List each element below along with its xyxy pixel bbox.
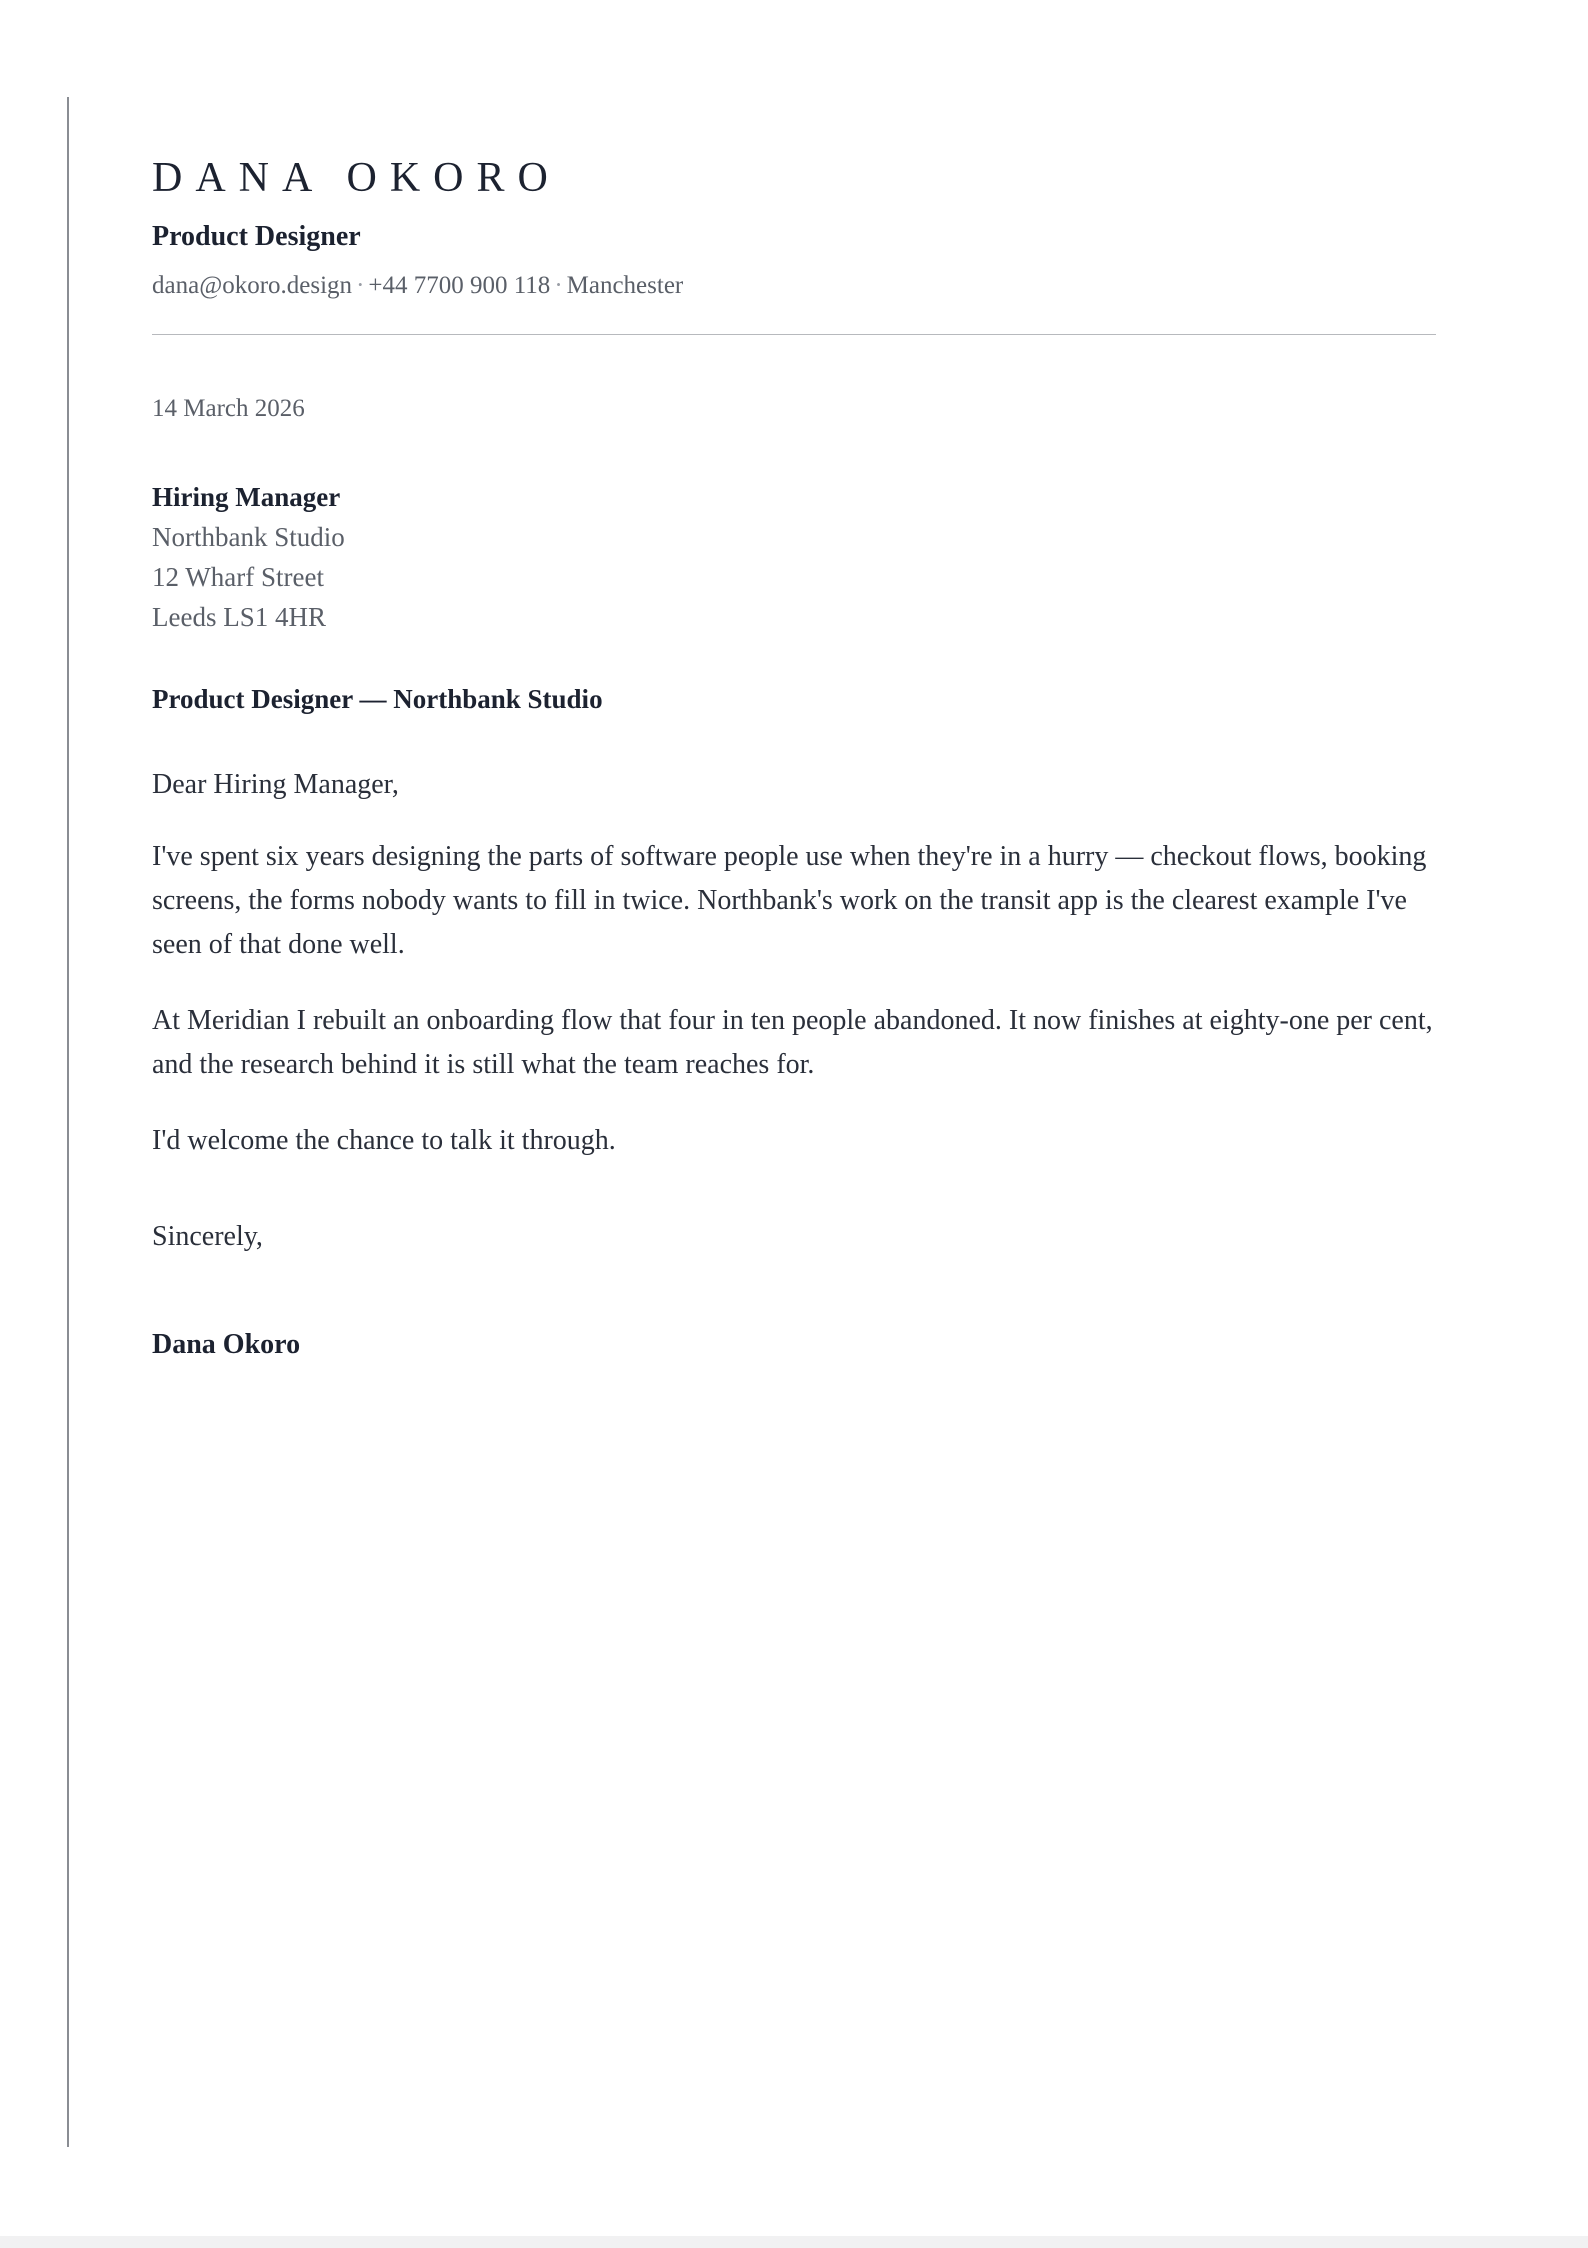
closing: Sincerely,	[152, 1221, 263, 1252]
sender-name: DANA OKORO	[152, 155, 561, 201]
letter-content	[152, 150, 1436, 1363]
salutation: Dear Hiring Manager,	[152, 769, 399, 800]
recipient-name: Hiring Manager	[152, 482, 341, 512]
body-paragraph-3: I'd welcome the chance to talk it through.	[152, 1125, 616, 1156]
contact-separator: ·	[356, 272, 365, 299]
contact-email: dana@okoro.design	[152, 272, 353, 299]
signature: Dana Okoro	[152, 1329, 301, 1360]
recipient-block	[152, 477, 1436, 637]
body-paragraph-1: I've spent six years designing the parts of software people use when they're in a hurry — checkout flows, booking screens, the forms nobody wants to fill in twice. Northbank's work on the transit app is the clearest example I've seen of that done well.	[152, 841, 1427, 960]
letter-subject: Product Designer — Northbank Studio	[152, 684, 603, 714]
contact-location: Manchester	[566, 272, 684, 299]
recipient-company: Northbank Studio	[152, 522, 345, 552]
contact-separator: ·	[554, 272, 563, 299]
contact-line	[152, 270, 1436, 302]
side-accent-rule	[67, 97, 69, 2147]
contact-phone: +44 7700 900 118	[368, 272, 551, 299]
body-paragraph-2: At Meridian I rebuilt an onboarding flow that four in ten people abandoned. It now finishes at eighty-one per cent, and the research behind it is still what the team reaches for.	[152, 1005, 1433, 1080]
header-divider	[152, 334, 1436, 335]
sender-role: Product Designer	[152, 221, 361, 252]
recipient-street: 12 Wharf Street	[152, 562, 324, 592]
letter-date: 14 March 2026	[152, 395, 305, 422]
page-bottom-edge	[0, 2236, 1588, 2248]
recipient-city: Leeds LS1 4HR	[152, 602, 326, 632]
